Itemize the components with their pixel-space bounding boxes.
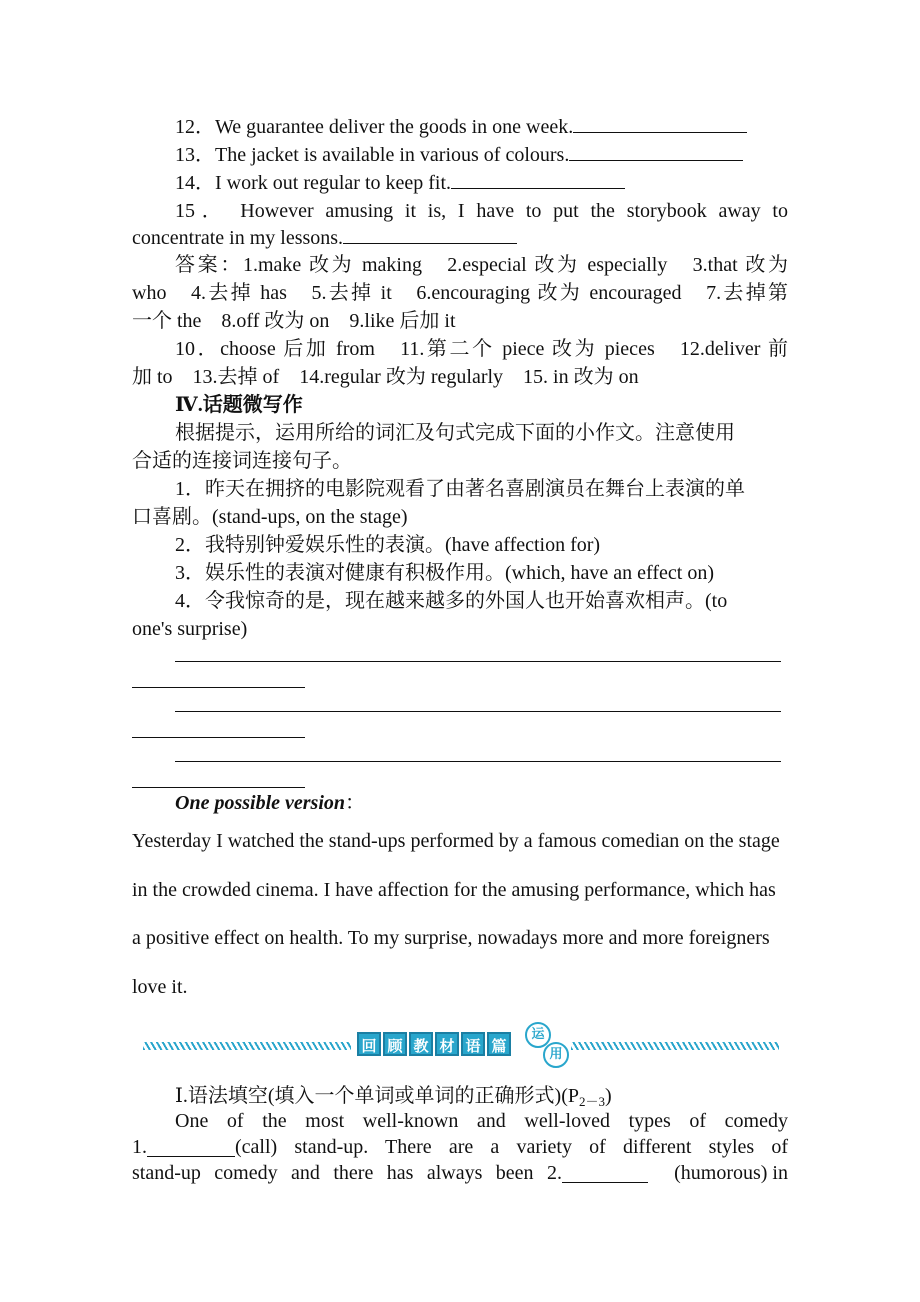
banner-badge-yong: 用 [543,1042,569,1068]
answer-line [132,787,305,788]
prompt-4-line1: 4．令我惊奇的是，现在越来越多的外国人也开始喜欢相声。(to [175,590,728,612]
banner-char: 语 [461,1032,485,1056]
answer-line [175,711,781,712]
grammar-line-2: 1. (call) stand-up. There are a variety of different styles of [132,1136,788,1158]
item-15-line1: 15． However amusing it is, I have to put the storybook away to [175,200,788,222]
prompt-2: 2．我特别钟爱娱乐性的表演。(have affection for) [175,534,601,556]
banner-stripe-left [143,1042,351,1050]
answer-line-2: who 4.去掉 has 5.去掉 it 6.encouraging 改为 encouraged 7.去掉第 [132,282,788,304]
answer-line-1: 答案：1.make 改为 making 2.especial 改为 especially 3.that 改为 [175,254,788,276]
version-label: One possible version： [175,792,365,814]
banner-char: 教 [409,1032,433,1056]
writing-instruction-2: 合适的连接词连接句子。 [132,450,352,472]
answer-line [132,687,305,688]
prompt-1-line2: 口喜剧。(stand-ups, on the stage) [132,506,408,528]
item-15-line2: concentrate in my lessons. [132,224,788,252]
banner-stripe-right [571,1042,779,1050]
writing-instruction-1: 根据提示，运用所给的词汇及句式完成下面的小作文。注意使用 [175,422,735,444]
banner-char: 回 [357,1032,381,1056]
version-text: Yesterday I watched the stand-ups performed by a famous comedian on the stage in the crowded cinema. I have affection for the amusing performance, which has a positive effect on health. To my surprise, nowadays more and more foreigners love it. [132,830,780,998]
grammar-heading: Ⅰ.语法填空(填入一个单词或单词的正确形式)$(P_{2-3})$ [175,1085,612,1109]
answer-line [175,661,781,662]
answer-line [132,737,305,738]
answer-line-4: 10．choose 后加 from 11.第二个 piece 改为 pieces 12.deliver 前 [175,338,788,360]
banner-char: 材 [435,1032,459,1056]
banner-char: 顾 [383,1032,407,1056]
grammar-line-3: stand-up comedy and there has always been 2. (humorous) in [132,1162,788,1184]
banner-char: 篇 [487,1032,511,1056]
answer-line [175,761,781,762]
item-12: 12．We guarantee deliver the goods in one week. [175,113,788,141]
banner-badge-yun: 运 [525,1022,551,1048]
prompt-1-line1: 1．昨天在拥挤的电影院观看了由著名喜剧演员在舞台上表演的单 [175,478,745,500]
prompt-3: 3．娱乐性的表演对健康有积极作用。(which, have an effect on) [175,562,714,584]
grammar-line-1: One of the most well-known and well-loved types of comedy [175,1110,788,1132]
answer-line-3: 一个 the 8.off 改为 on 9.like 后加 it [132,310,456,332]
item-14: 14．I work out regular to keep fit. [175,169,788,197]
prompt-4-line2: one's surprise) [132,618,248,640]
item-13: 13．The jacket is available in various of colours. [175,141,788,169]
section-banner [143,1022,779,1072]
answer-line-5: 加 to 13.去掉 of 14.regular 改为 regularly 15. in 改为 on [132,366,639,388]
writing-heading: Ⅳ.话题微写作 [175,394,303,416]
